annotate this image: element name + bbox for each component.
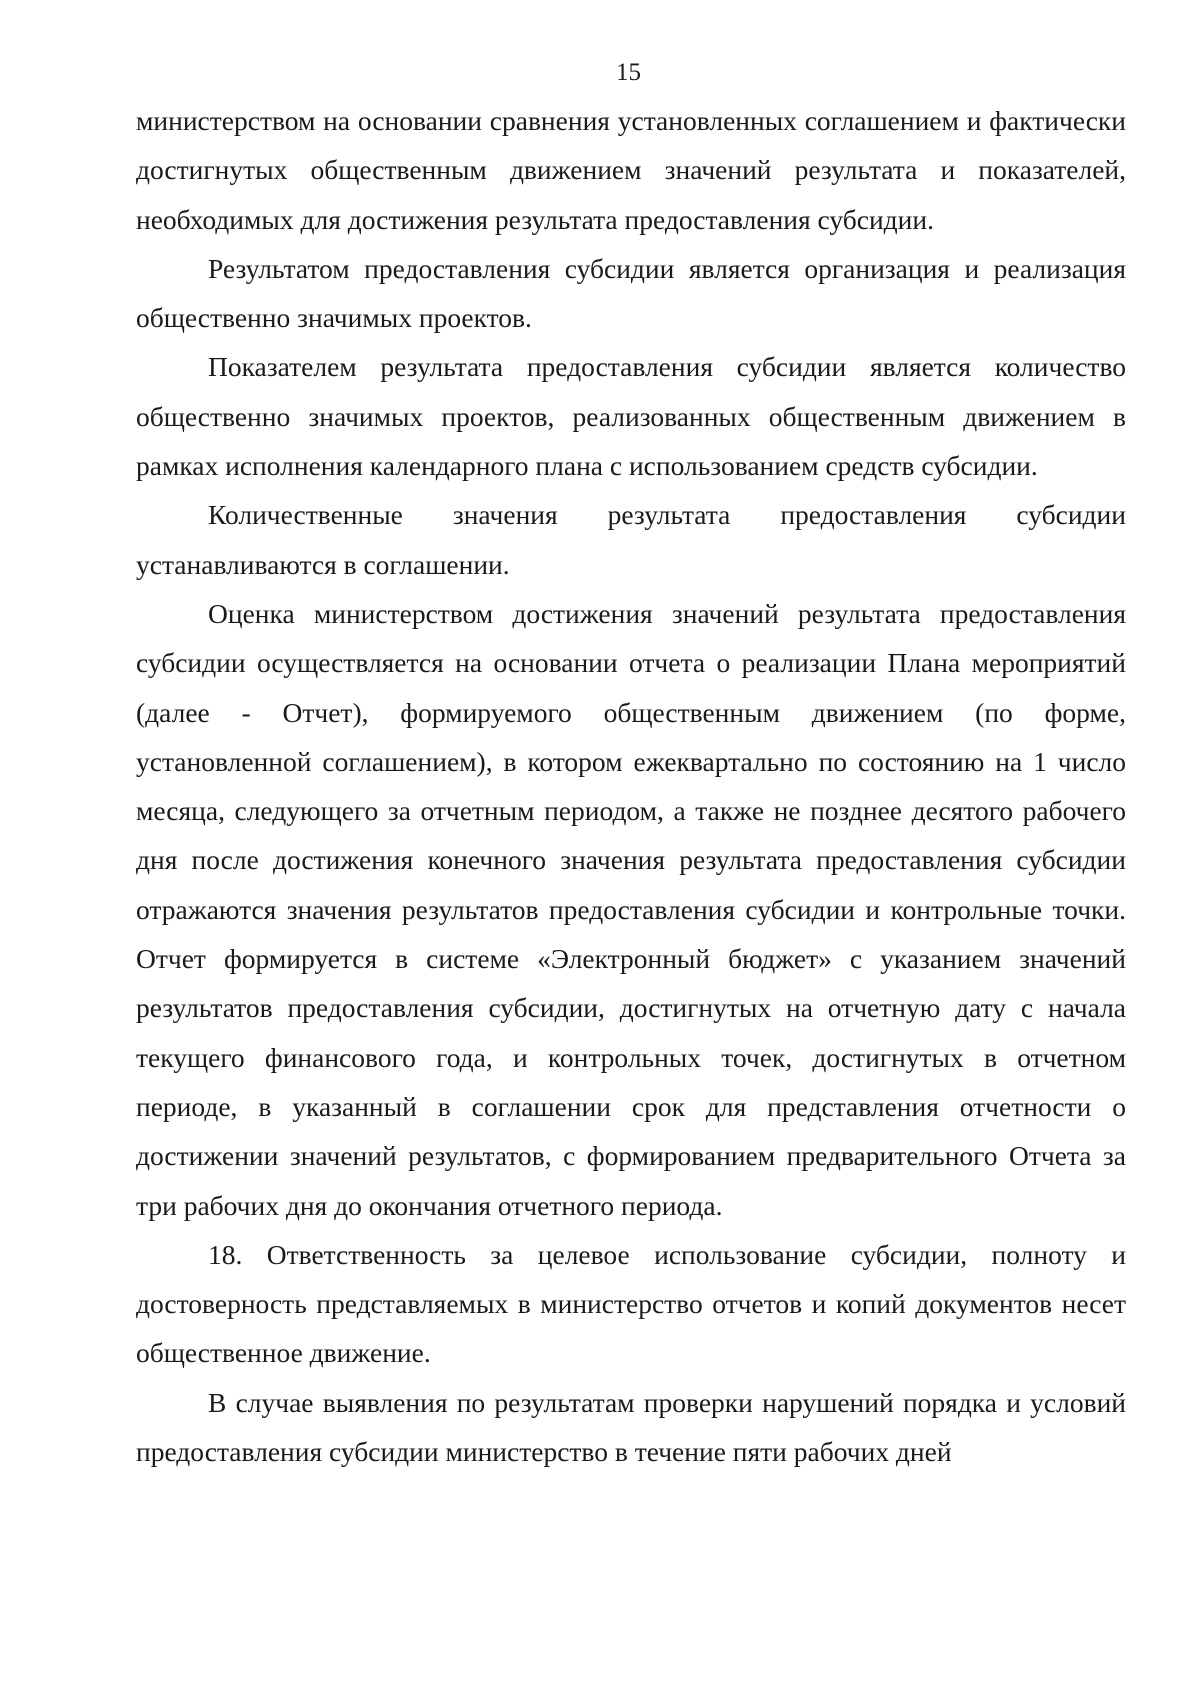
paragraph-result: Результатом предоставления субсидии является организация и реализация общественно значимых проектов. bbox=[136, 252, 1126, 334]
paragraph-evaluation: Оценка министерством достижения значений результата предоставления субсидии осуществляется на основании отчета о реализации Плана мероприятий (далее - Отчет), формируемого общественным движением (по форме, установленной соглашением), в котором ежеквартально по состоянию на 1 число месяца, следующего за отчетным периодом, а также не позднее десятого рабочего дня после достижения конечного значения результата предоставления субсидии отражаются значения результатов предоставления субсидии и контрольные точки. Отчет формируется в системе «Электронный бюджет» с указанием значений результатов предоставления субсидии, достигнутых на отчетную дату с начала текущего финансового года, и контрольных точек, достигнутых в отчетном периоде, в указанный в соглашении срок для представления отчетности о достижении значений результатов, с формированием предварительного Отчета за три рабочих дня до окончания отчетного периода. bbox=[136, 597, 1126, 1221]
page-number: 15 bbox=[616, 59, 641, 86]
paragraph-quantitative-values: Количественные значения результата предоставления субсидии устанавливаются в соглашении. bbox=[136, 499, 1126, 580]
paragraph-violations: В случае выявления по результатам проверки нарушений порядка и условий предоставления субсидии министерство в течение пяти рабочих дней bbox=[136, 1386, 1126, 1468]
document-body bbox=[136, 96, 1126, 1476]
paragraph-indicator: Показателем результата предоставления субсидии является количество общественно значимых проектов, реализованных общественным движением в рамках исполнения календарного плана с использованием средств субсидии. bbox=[136, 351, 1126, 482]
paragraph-continuation: министерством на основании сравнения установленных соглашением и фактически достигнутых общественным движением значений результата и показателей, необходимых для достижения результата предоставления субсидии. bbox=[136, 105, 1126, 235]
paragraph-responsibility: 18. Ответственность за целевое использование субсидии, полноту и достоверность представляемых в министерство отчетов и копий документов несет общественное движение. bbox=[136, 1238, 1126, 1369]
